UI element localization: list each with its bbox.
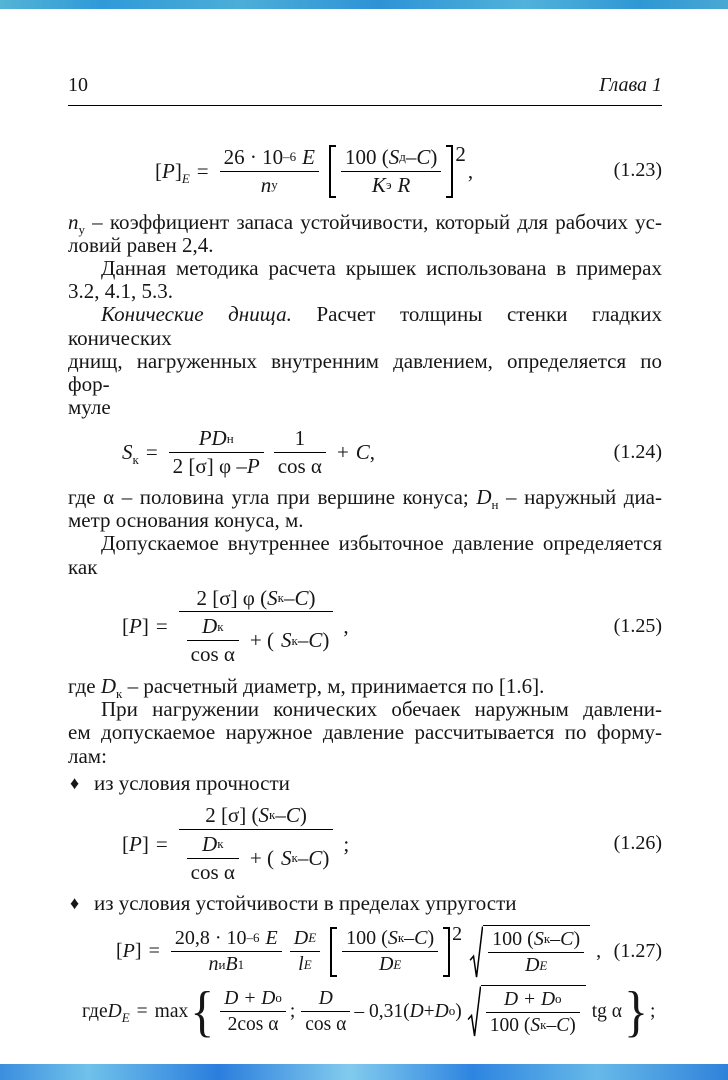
equals-sign: = bbox=[196, 158, 209, 183]
fraction bbox=[290, 926, 320, 978]
bracket-group bbox=[329, 926, 451, 978]
numerator: 100 ( S к – C ) bbox=[346, 926, 435, 949]
radicand bbox=[481, 985, 586, 1038]
equals-sign: = bbox=[148, 939, 160, 962]
punctuation: , bbox=[343, 614, 349, 639]
punctuation: , bbox=[596, 939, 602, 962]
formula-1-25 bbox=[122, 585, 662, 669]
numerator: 2 [σ] φ ( S к – C ) bbox=[196, 585, 316, 610]
denominator: cos α bbox=[190, 642, 235, 667]
formula-1-27 bbox=[116, 922, 662, 979]
denominator: cos α bbox=[277, 454, 322, 479]
text-line: Допускаемое внутреннее избыточное давление определяется bbox=[101, 531, 662, 556]
exponent: 2 bbox=[455, 142, 466, 166]
denominator: 2cos α bbox=[227, 1013, 279, 1035]
page-number: 10 bbox=[68, 74, 88, 96]
equals-sign: = bbox=[155, 831, 168, 856]
numerator: 26 · 10 –6 E bbox=[223, 145, 315, 169]
numerator: D + D о bbox=[224, 987, 282, 1009]
text-line: ловий равен 2,4. bbox=[68, 232, 214, 257]
fraction bbox=[179, 802, 334, 886]
text-line: ем допускаемое наружное давление рассчитывается по форму- bbox=[68, 720, 662, 745]
numerator: 20,8 · 10 –6 E bbox=[174, 926, 278, 949]
denominator: 100 ( S к – C ) bbox=[489, 1014, 576, 1036]
numerator: D к bbox=[202, 831, 224, 856]
fraction bbox=[486, 987, 580, 1038]
tangent-operator: tg α bbox=[591, 1000, 622, 1022]
text-line: лам: bbox=[68, 743, 107, 768]
math-token: где bbox=[82, 1000, 108, 1022]
fraction bbox=[274, 425, 326, 480]
text-line: днищ, нагруженных внутренним давлением, определяется по фор- bbox=[68, 348, 662, 396]
denominator: cos α bbox=[190, 859, 235, 884]
math-token: $D_E$ bbox=[107, 1000, 130, 1025]
numerator: D к bbox=[202, 614, 224, 639]
fraction bbox=[187, 613, 239, 668]
bullet-label: из условия прочности bbox=[94, 770, 290, 795]
plus-sign: + bbox=[336, 440, 349, 465]
numerator: D E bbox=[293, 926, 317, 949]
math-token: $[P]_E$ bbox=[155, 158, 190, 186]
text-line: При нагружении конических обечаек наружным давлени- bbox=[101, 697, 662, 722]
formula-de-max: где $D_E$ = max { D + D о 2cos α ; D cos α – 0,31( D + D о ) D + D о 100 ( S к – C ) tg α } ; bbox=[82, 979, 656, 1043]
bullet-item bbox=[70, 892, 662, 915]
fraction bbox=[220, 986, 286, 1037]
denominator: K э R bbox=[371, 172, 411, 197]
numerator: 100 ( S к – C ) bbox=[492, 927, 581, 950]
fraction bbox=[220, 144, 319, 199]
paragraph bbox=[68, 532, 662, 578]
paragraph bbox=[68, 303, 662, 419]
formula-1-26 bbox=[122, 802, 662, 886]
bracket-left bbox=[329, 145, 336, 198]
fraction bbox=[179, 585, 334, 669]
numerator: 1 bbox=[294, 426, 306, 451]
denominator: D E bbox=[524, 954, 548, 977]
book-page bbox=[68, 0, 662, 1043]
text-line: Данная методика расчета крышек использована в примерах bbox=[101, 255, 662, 280]
numerator: P D н bbox=[198, 426, 234, 451]
text-line: как bbox=[68, 554, 98, 579]
equation-number: (1.23) bbox=[613, 159, 662, 182]
equation-number: (1.25) bbox=[613, 615, 662, 638]
math-token: [P] bbox=[122, 831, 149, 856]
fraction bbox=[169, 425, 264, 480]
bracket-group bbox=[328, 144, 454, 199]
math-token: [P] bbox=[122, 614, 149, 639]
punctuation: ; bbox=[343, 831, 350, 856]
punctuation: ; bbox=[650, 1000, 656, 1022]
text-line: Конические днища. Расчет толщины стенки гладких конических bbox=[68, 302, 662, 350]
diamond-bullet-icon: ♦ bbox=[70, 772, 80, 793]
numerator: 100 ( S д – C ) bbox=[344, 145, 438, 169]
paragraph bbox=[68, 211, 662, 257]
fraction bbox=[171, 926, 282, 978]
text-line: 3.2, 4.1, 5.3. bbox=[68, 279, 173, 304]
text-line: муле bbox=[68, 395, 111, 420]
square-root bbox=[469, 925, 590, 979]
radical-sign bbox=[467, 985, 481, 1038]
chapter-title: Глава 1 bbox=[599, 74, 662, 96]
equals-sign: = bbox=[136, 1000, 148, 1022]
radicand bbox=[483, 925, 590, 979]
math-token: C bbox=[355, 440, 370, 465]
radical-sign bbox=[469, 925, 483, 979]
numerator: D bbox=[318, 987, 333, 1009]
bracket-right bbox=[446, 145, 453, 198]
denominator: n у bbox=[260, 172, 278, 197]
denominator: cos α bbox=[305, 1013, 347, 1035]
text-line: где $D_к$ – расчетный диаметр, м, принимается по [1.6]. bbox=[68, 674, 545, 701]
math-token: $S_к$ bbox=[122, 440, 139, 468]
equation-number: (1.26) bbox=[613, 832, 662, 855]
punctuation: ; bbox=[289, 1000, 296, 1022]
text-line: где α – половина угла при вершине конуса; $D_н$ – наружный диа- bbox=[68, 484, 662, 512]
bullet-item bbox=[70, 772, 662, 795]
numerator: 2 [σ] ( S к – C ) bbox=[205, 803, 307, 828]
math-token: – 0,31( bbox=[354, 1000, 410, 1022]
equation-number: (1.27) bbox=[613, 939, 662, 962]
text-line: метр основания конуса, м. bbox=[68, 508, 304, 533]
max-operator: max bbox=[154, 1000, 189, 1022]
denominator: l E bbox=[298, 953, 312, 976]
formula-1-23 bbox=[155, 144, 662, 199]
fraction bbox=[301, 986, 350, 1037]
denominator: D E bbox=[378, 953, 402, 976]
paragraph bbox=[68, 257, 662, 303]
text-line: $n_у$ – коэффициент запаса устойчивости, который для рабочих ус- bbox=[68, 209, 662, 237]
fraction bbox=[488, 927, 584, 979]
square-root bbox=[467, 985, 586, 1038]
equals-sign: = bbox=[145, 440, 158, 465]
bracket-right bbox=[443, 927, 450, 977]
punctuation: , bbox=[369, 440, 376, 465]
exponent: 2 bbox=[452, 922, 463, 945]
equals-sign: = bbox=[155, 614, 168, 639]
denominator: n и B 1 bbox=[208, 953, 245, 976]
denominator: D к cos α + ( S к – C ) bbox=[179, 612, 334, 669]
header-rule bbox=[68, 105, 662, 106]
fraction bbox=[341, 144, 441, 199]
denominator: D к cos α + ( S к – C ) bbox=[179, 830, 334, 887]
scan-edge-bottom bbox=[0, 1064, 728, 1080]
paragraph bbox=[68, 698, 662, 768]
numerator: D + D о bbox=[503, 988, 562, 1010]
denominator: 2 [σ] φ – P bbox=[172, 454, 260, 479]
fraction bbox=[187, 831, 239, 886]
bullet-label: из условия устойчивости в пределах упругости bbox=[94, 891, 517, 916]
math-token: [P] bbox=[116, 939, 142, 962]
equation-number: (1.24) bbox=[613, 440, 662, 463]
punctuation: , bbox=[467, 158, 474, 183]
diamond-bullet-icon: ♦ bbox=[70, 893, 80, 914]
fraction bbox=[342, 926, 438, 978]
page-header bbox=[68, 74, 662, 97]
formula-1-24 bbox=[122, 425, 662, 480]
paragraph bbox=[68, 486, 662, 532]
bracket-left bbox=[330, 927, 337, 977]
paragraph bbox=[68, 674, 662, 701]
